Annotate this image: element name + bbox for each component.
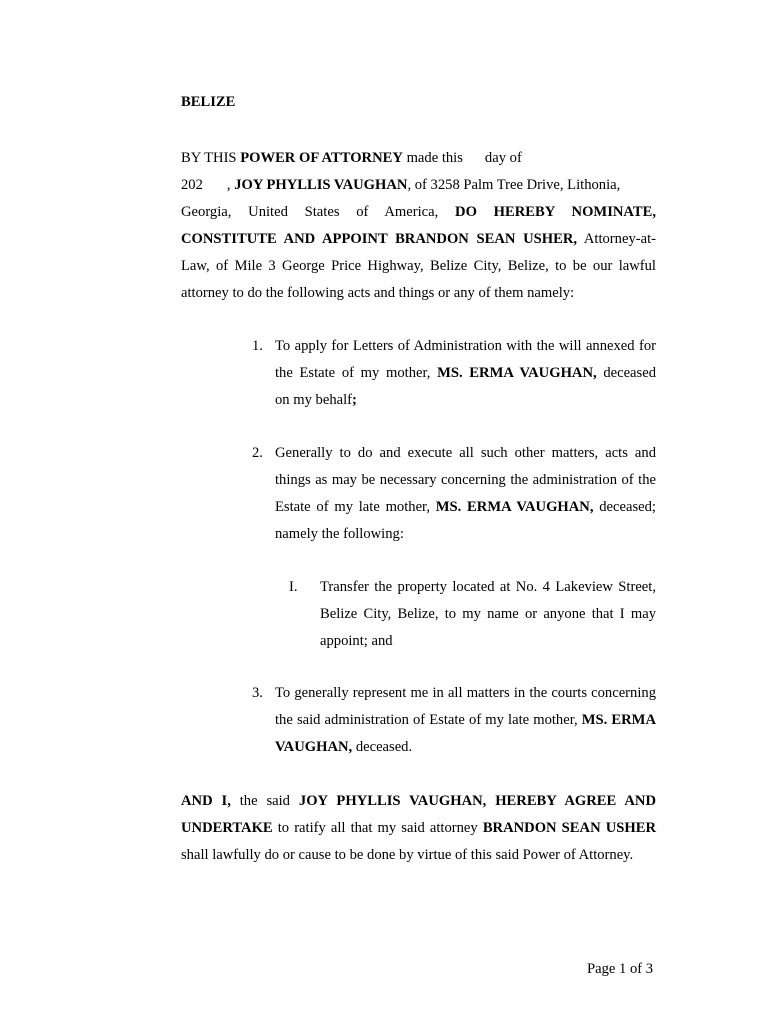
item-text: deceased; [593,499,656,515]
intro-text: made this [402,150,463,166]
intro-text: day of [484,150,522,166]
subitem-number: I. [289,579,298,595]
subitem-line: appoint; and [320,633,393,649]
item-text: the Estate of my mother, [275,365,438,381]
item-text: ; [352,392,357,408]
item-number: 3. [252,685,263,701]
intro-line-3 [181,199,656,226]
subitem-line: Transfer the property located at No. 4 Lakeview Street, [320,579,656,595]
intro-line-5: Law, of Mile 3 George Price Highway, Belize City, Belize, to be our lawful [181,258,656,274]
item-line [275,360,656,387]
closing-line-3: shall lawfully do or cause to be done by virtue of this said Power of Attorney. [181,847,634,863]
intro-line-2 [181,172,620,199]
item-line: Generally to do and execute all such other matters, acts and [275,445,656,461]
intro-line-6: attorney to do the following acts and things or any of them namely: [181,285,575,301]
document-heading: BELIZE [181,94,236,110]
closing-bold: UNDERTAKE [181,820,273,836]
closing-bold: AND I, [181,793,231,809]
page-number: Page 1 of 3 [587,961,654,977]
closing-bold: JOY PHYLLIS VAUGHAN, HEREBY AGREE AND [298,793,656,809]
item-text: Estate of my late mother, [275,499,436,515]
grantor-name: JOY PHYLLIS VAUGHAN [234,177,408,193]
closing-text: to ratify all that my said attorney [272,820,483,836]
subitem-line: Belize City, Belize, to my name or anyone that I may [320,606,656,622]
item-line: To apply for Letters of Administration with the will annexed for [275,338,656,354]
item-line: namely the following: [275,526,404,542]
intro-line-4 [181,226,656,253]
item-line: To generally represent me in all matters in the courts concerning [275,685,656,701]
deceased-name: MS. ERMA [581,712,656,728]
intro-bold-phrase: CONSTITUTE AND APPOINT BRANDON SEAN USHER, [181,231,578,247]
item-line [275,387,656,414]
item-text: the said administration of Estate of my late mother, [275,712,582,728]
intro-bold-phrase: DO HEREBY NOMINATE, [455,204,656,220]
intro-text: Georgia, United States of America, [181,204,439,220]
intro-text: 202 [181,177,203,193]
intro-text: BY THIS [181,150,241,166]
closing-line-2 [181,815,656,842]
intro-line-1 [181,145,522,172]
deceased-name: MS. ERMA VAUGHAN, [437,365,597,381]
intro-text: , of 3258 Palm Tree Drive, Lithonia, [407,177,621,193]
item-number: 2. [252,445,263,461]
item-text: deceased [596,365,656,381]
item-line [275,707,656,734]
deceased-name: VAUGHAN, [275,739,353,755]
attorney-name: BRANDON SEAN USHER [482,820,656,836]
closing-line-1 [181,788,656,815]
deceased-name: MS. ERMA VAUGHAN, [435,499,594,515]
item-text: deceased. [352,739,413,755]
closing-text: the said [239,793,290,809]
intro-text: , [226,177,235,193]
intro-text: Attorney-at- [577,231,656,247]
item-line [275,494,656,521]
item-line [275,734,656,761]
item-number: 1. [252,338,263,354]
item-text: on my behalf [275,392,353,408]
intro-bold-title: POWER OF ATTORNEY [240,150,403,166]
item-line: things as may be necessary concerning the administration of the [275,472,656,488]
